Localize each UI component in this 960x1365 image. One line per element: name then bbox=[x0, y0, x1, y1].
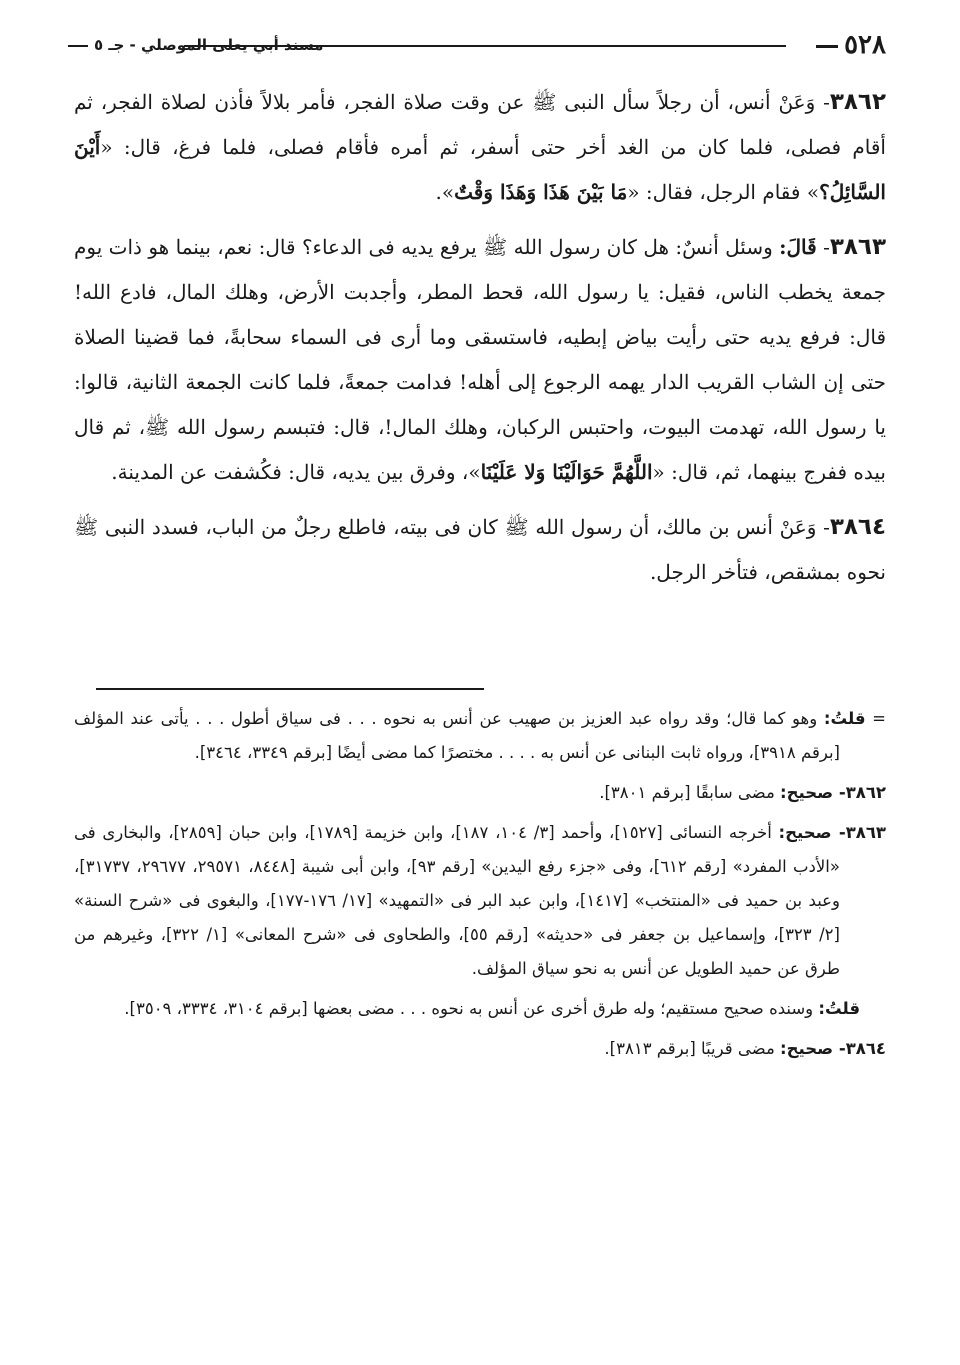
footnote-text: وسنده صحيح مستقيم؛ وله طرق أخرى عن أنس به نحوه . . . مضى بعضها [برقم ٣١٠٤، ٣٣٣٤، ٣٥٠٩]. bbox=[124, 999, 819, 1018]
hadith-text: - وَعَنْ أنس، أن رجلاً سأل النبى ﷺ عن وقت صلاة الفجر، فأمر بلالاً فأذن لصلاة الفجر، ثم أقام فصلى، فلما كان من الغد أخر حتى أسفر، ثم أمره فأقام فصلى، فلما فرغ، قال: « bbox=[74, 90, 886, 159]
hadith-quote: مَا بَيْنَ هَذَا وَهَذَا وَقْتٌ bbox=[454, 180, 628, 204]
footnote-continuation bbox=[74, 702, 886, 770]
hadith-text: » فقام الرجل، فقال: « bbox=[627, 180, 820, 204]
hadith-text: وسئل أنسٌ: هل كان رسول الله ﷺ يرفع يديه فى الدعاء؟ قال: نعم، بينما هو ذات يوم جمعة يخطب الناس، فقيل: يا رسول الله، قحط المطر، وأجدبت الأرض، وهلك المال، فادع الله! قال: فرفع يديه حتى رأيت بياض إبطيه، فاستسقى وما أرى فى السماء سحابةً، فما قضينا الصلاة حتى إن الشاب القريب الدار يهمه الرجوع إلى أهله! فدامت جمعةً، فلما كانت الجمعة الثانية، قالوا: يا رسول الله، تهدمت البيوت، واحتبس الركبان، وهلك المال!، قال: فتبسم رسول الله ﷺ، ثم قال بيده ففرج بينهما، ثم، قال: « bbox=[74, 235, 886, 484]
hadith-text: - وَعَنْ أنس بن مالك، أن رسول الله ﷺ كان فى بيته، فاطلع رجلٌ من الباب، فسدد النبى ﷺ نحوه بمشقص، فتأخر الرجل. bbox=[74, 515, 886, 584]
footnote-3863-comment bbox=[74, 992, 886, 1026]
hadith-number: ٣٨٦٤ bbox=[829, 514, 886, 540]
footnote-label: قلتُ: bbox=[823, 709, 866, 728]
hadith-3863 bbox=[74, 225, 886, 495]
hadith-quote: أَيْنَ السَّائِلُ؟ bbox=[74, 135, 886, 204]
running-title-text: مسند أبي يعلى الموصلي - جـ ٥ bbox=[94, 36, 324, 54]
hadith-3864 bbox=[74, 505, 886, 595]
footnote-prefix: = bbox=[865, 709, 887, 728]
footnote-separator bbox=[96, 688, 484, 690]
hadith-text: »، وفرق بين يديه، قال: فكُشفت عن المدينة. bbox=[111, 460, 481, 484]
running-title-dash bbox=[68, 45, 88, 47]
footnote-label: ٣٨٦٣- صحيح: bbox=[778, 823, 886, 842]
hadith-quote: اللَّهُمَّ حَوَالَيْنَا وَلا عَلَيْنَا bbox=[480, 460, 653, 484]
footnote-3863 bbox=[74, 816, 886, 986]
footnote-label: ٣٨٦٢- صحيح: bbox=[780, 783, 886, 802]
hadith-number: ٣٨٦٣ bbox=[829, 234, 886, 260]
hadith-3862 bbox=[74, 80, 886, 215]
hadith-number: ٣٨٦٢ bbox=[829, 89, 886, 115]
footnote-3864 bbox=[74, 1032, 886, 1066]
footnote-3862 bbox=[74, 776, 886, 810]
footnote-text: أخرجه النسائى [١٥٢٧]، وأحمد [٣/ ١٠٤، ١٨٧]، وابن خزيمة [١٧٨٩]، وابن حبان [٢٨٥٩]، والبخارى فى «الأدب المفرد» [رقم ٦١٢]، وفى «جزء رفع اليدين» [رقم ٩٣]، وابن أبى شيبة [٨٤٤٨، ٢٩٥٧١، ٢٩٦٧٧، ٣١٧٣٧]، وعبد بن حميد فى «المنتخب» [١٤١٧]، وابن عبد البر فى «التمهيد» [١٧/ ١٧٦-١٧٧]، والبغوى فى «شرح السنة» [٢/ ٣٢٣]، وإسماعيل بن جعفر فى «حديثه» [رقم ٥٥]، والطحاوى فى «شرح المعانى» [١/ ٣٢٢]، وغيرهم من طرق عن حميد الطويل عن أنس به نحو سياق المؤلف. bbox=[74, 823, 840, 978]
running-title bbox=[68, 32, 323, 58]
hadith-text: ». bbox=[435, 180, 455, 204]
page-number-dash bbox=[816, 45, 838, 48]
page-header bbox=[68, 28, 886, 64]
footnote-text: مضى قريبًا [برقم ٣٨١٣]. bbox=[604, 1039, 781, 1058]
footnote-label: ٣٨٦٤- صحيح: bbox=[780, 1039, 886, 1058]
footnote-text: مضى سابقًا [برقم ٣٨٠١]. bbox=[599, 783, 781, 802]
page-number bbox=[816, 28, 886, 62]
footnote-text: وهو كما قال؛ وقد رواه عبد العزيز بن صهيب عن أنس به نحوه . . . فى سياق أطول . . . يأتى عند المؤلف [برقم ٣٩١٨]، ورواه ثابت البنانى عن أنس به . . . . مختصرًا كما مضى أيضًا [برقم ٣٣٤٩، ٣٤٦٤]. bbox=[74, 709, 840, 762]
main-text bbox=[74, 80, 886, 605]
page-number-text: ٥٢٨ bbox=[844, 30, 886, 60]
hadith-quote: قَالَ: bbox=[779, 235, 817, 259]
footnote-label: قلتُ: bbox=[818, 999, 860, 1018]
hadith-text: - bbox=[816, 235, 830, 259]
footnotes bbox=[74, 702, 886, 1072]
